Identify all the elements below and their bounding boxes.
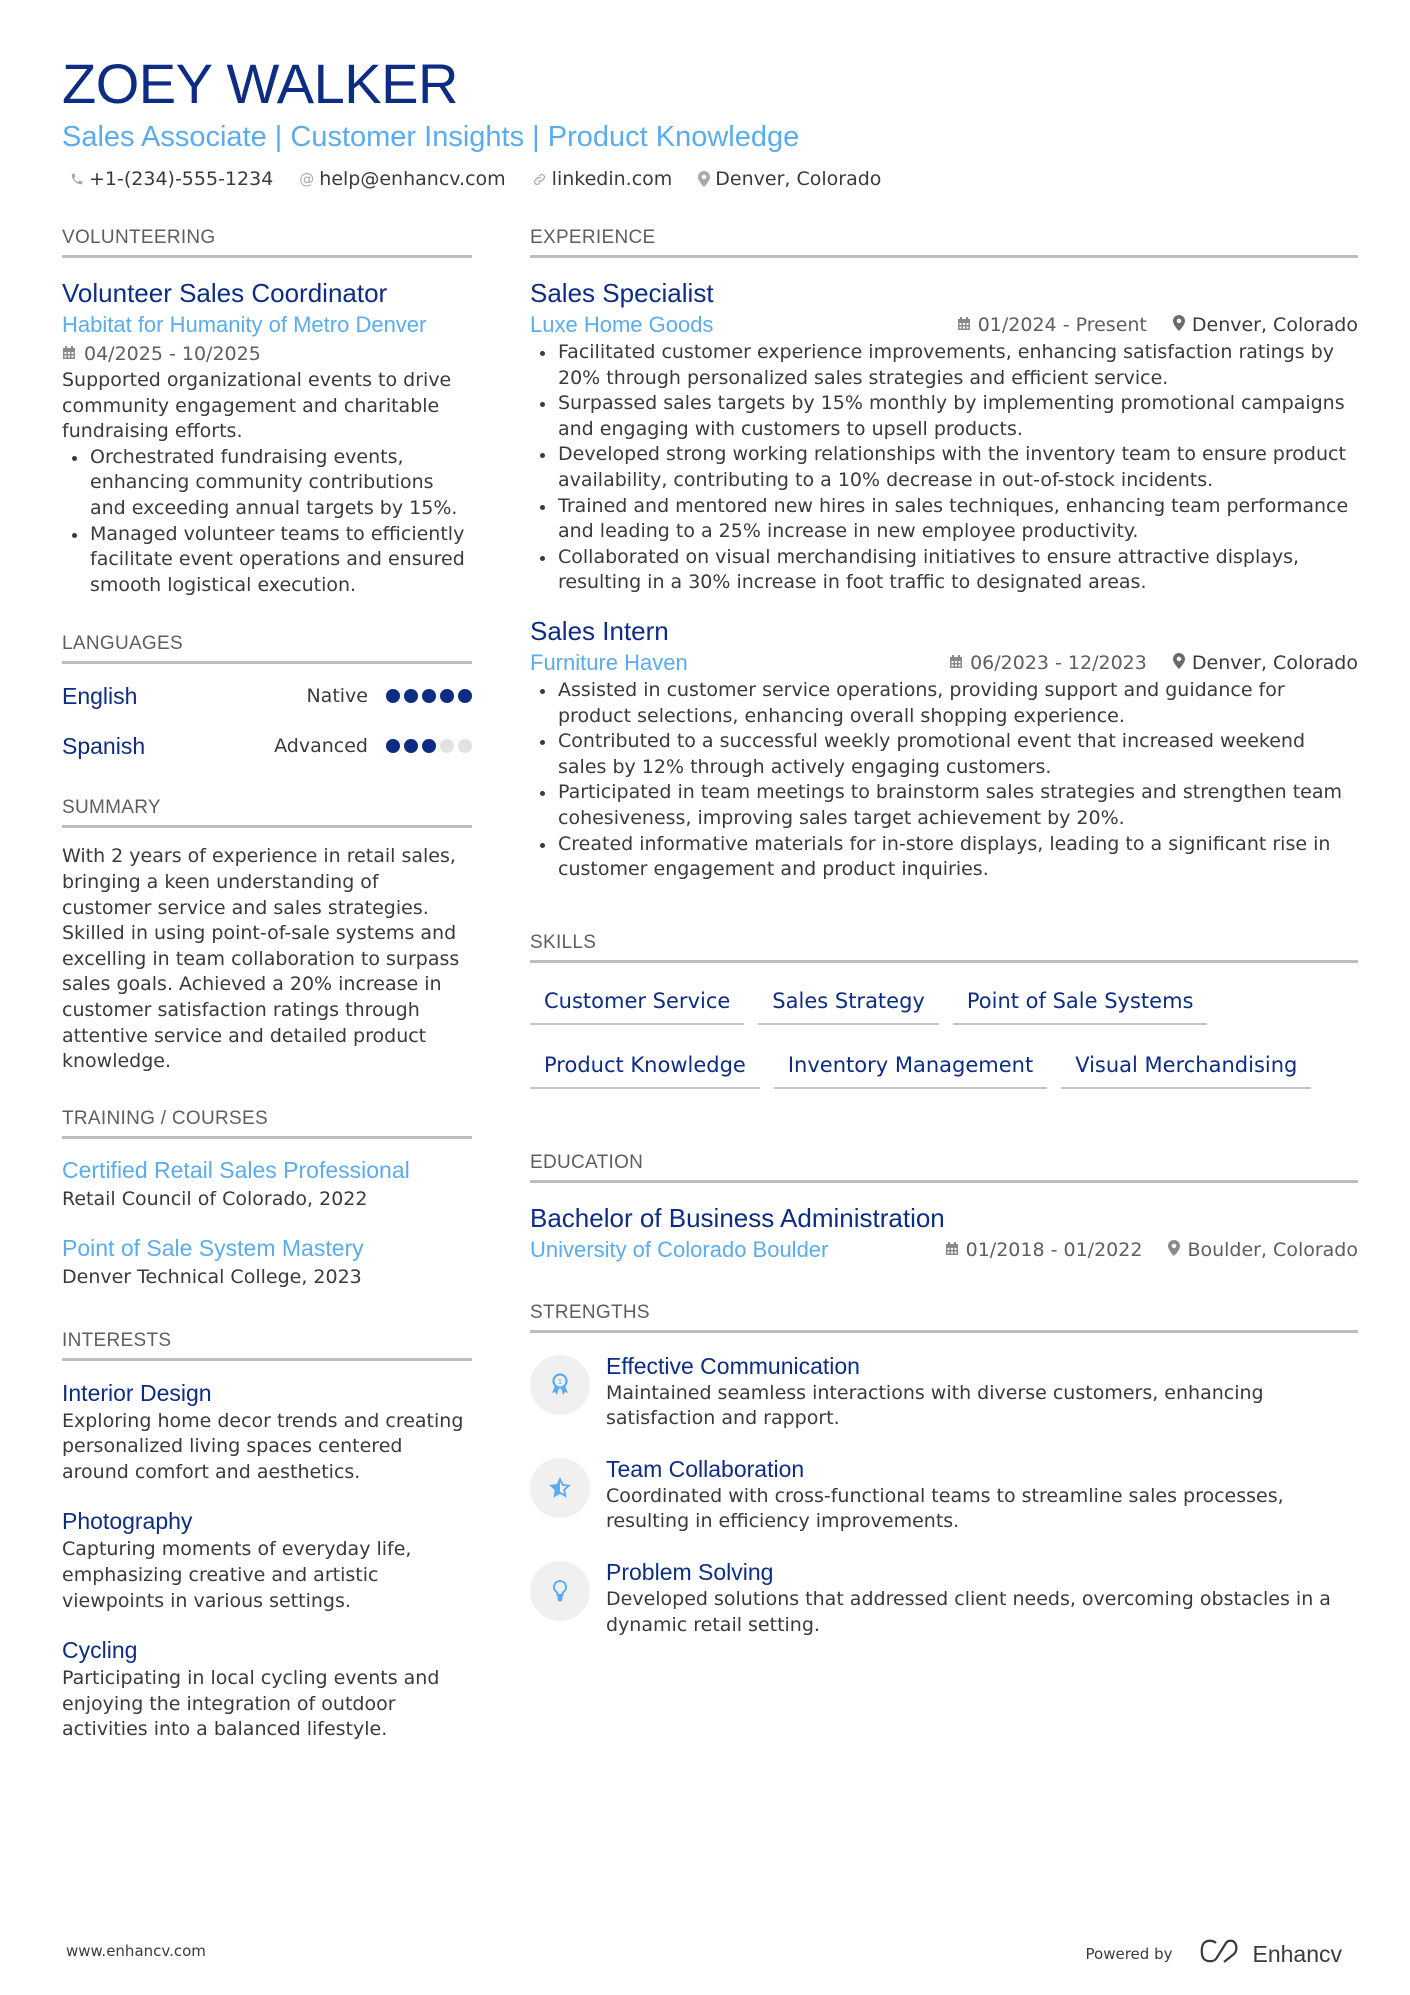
star-icon — [530, 1458, 590, 1518]
contact-phone — [70, 166, 273, 192]
job-title: Sales Intern — [530, 615, 669, 646]
award-ribbon-icon — [530, 1355, 590, 1415]
linkedin-link[interactable]: linkedin.com — [551, 168, 673, 190]
date-range: 04/2025 - 10/2025 — [84, 343, 261, 365]
section-title: VOLUNTEERING — [62, 226, 472, 258]
section-title: TRAINING / COURSES — [62, 1107, 472, 1139]
strength-title: Team Collaboration — [606, 1455, 805, 1482]
bullet-item: Managed volunteer teams to efficiently facilitate event operations and ensured smooth logistical execution. — [62, 522, 472, 599]
job-bullets — [530, 340, 1358, 596]
skill-tag: Product Knowledge — [530, 1047, 760, 1089]
bullet-item: Facilitated customer experience improvements, enhancing satisfaction ratings by 20% through personalized sales strategies and efficient service. — [530, 340, 1358, 391]
at-icon: @ — [299, 170, 315, 188]
brand-name: Enhancv — [1252, 1940, 1342, 1967]
job-location: Denver, Colorado — [1191, 651, 1358, 674]
dot-filled — [404, 739, 418, 753]
dot-empty — [440, 739, 454, 753]
job-dates: 01/2024 - Present — [977, 314, 1147, 336]
left-column — [62, 226, 472, 1781]
contact-list — [62, 166, 1352, 192]
dot-filled — [404, 689, 418, 703]
strength-title: Effective Communication — [606, 1352, 860, 1379]
volunteer-org: Habitat for Humanity of Metro Denver — [62, 312, 427, 337]
dot-empty — [458, 739, 472, 753]
languages-section — [62, 632, 472, 764]
bullet-item: Developed strong working relationships with the inventory team to ensure product availability, contributing to a 10% decrease in out-of-stock incidents. — [530, 442, 1358, 493]
language-item — [62, 728, 472, 764]
language-name: Spanish — [62, 732, 146, 759]
education-section — [530, 1151, 1358, 1265]
interest-text: Exploring home decor trends and creating personalized living spaces centered around comfort and aesthetics. — [62, 1409, 464, 1483]
language-item — [62, 678, 472, 714]
email-link[interactable]: help@enhancv.com — [319, 168, 506, 190]
interests-section — [62, 1329, 472, 1743]
calendar-icon — [62, 340, 76, 368]
location-pin-icon — [1173, 649, 1185, 677]
resume-header — [62, 52, 1352, 192]
enhancv-logo-icon — [1198, 1938, 1244, 1970]
strength-text: Coordinated with cross-functional teams to streamline sales processes, resulting in efficiency improvements. — [606, 1484, 1284, 1533]
link-icon — [532, 172, 547, 187]
website-link[interactable]: www.enhancv.com — [66, 1942, 206, 1960]
volunteer-description: Supported organizational events to drive community engagement and charitable fundraising efforts. — [62, 369, 452, 443]
interest-name: Photography — [62, 1508, 193, 1535]
bullet-item: Trained and mentored new hires in sales techniques, enhancing team performance and leading to a 25% increase in new employee productivity. — [530, 494, 1358, 545]
volunteering-section — [62, 226, 472, 598]
svg-text:1: 1 — [557, 1377, 563, 1386]
volunteer-bullets — [62, 445, 472, 599]
section-title: SKILLS — [530, 931, 1358, 963]
strength-item — [530, 1557, 1358, 1638]
education-location: Boulder, Colorado — [1187, 1238, 1358, 1261]
job-entry — [530, 276, 1358, 596]
section-title: EDUCATION — [530, 1151, 1358, 1183]
course-name: Certified Retail Sales Professional — [62, 1156, 410, 1183]
language-level: Native — [306, 685, 368, 708]
brand-logo[interactable] — [1198, 1938, 1342, 1970]
experience-section — [530, 226, 1358, 883]
volunteer-dates — [62, 340, 472, 368]
education-dates: 01/2018 - 01/2022 — [965, 1238, 1143, 1261]
course-name: Point of Sale System Mastery — [62, 1234, 364, 1261]
summary-text: With 2 years of experience in retail sales, bringing a keen understanding of customer service and sales strategies. Skilled in using point-of-sale systems and excelling in team collaboration to surpass sales goals. Achieved a 20% increase in customer satisfaction ratings through attentive service and detailed product knowledge. — [62, 845, 460, 1073]
bullet-item: Collaborated on visual merchandising initiatives to ensure attractive displays, resulting in a 30% increase in foot traffic to designated areas. — [530, 545, 1358, 596]
interest-name: Cycling — [62, 1637, 138, 1664]
volunteer-role: Volunteer Sales Coordinator — [62, 278, 388, 308]
candidate-name: ZOEY WALKER — [62, 52, 458, 115]
contact-location — [698, 166, 881, 192]
company-name: Luxe Home Goods — [530, 312, 714, 337]
bullet-item: Participated in team meetings to brainstorm sales strategies and strengthen team cohesiveness, improving sales target achievement by 20%. — [530, 780, 1358, 831]
school-name: University of Colorado Boulder — [530, 1236, 829, 1262]
job-entry — [530, 614, 1358, 883]
job-location: Denver, Colorado — [1191, 314, 1358, 336]
contact-linkedin — [532, 166, 673, 192]
calendar-icon — [945, 1236, 959, 1264]
location-text: Denver, Colorado — [715, 168, 882, 190]
location-pin-icon — [1168, 1236, 1180, 1264]
dot-filled — [422, 689, 436, 703]
summary-section — [62, 796, 472, 1074]
dot-filled — [422, 739, 436, 753]
section-title: EXPERIENCE — [530, 226, 1358, 258]
section-title: LANGUAGES — [62, 632, 472, 664]
bullet-item: Contributed to a successful weekly promotional event that increased weekend sales by 12% through actively engaging customers. — [530, 729, 1358, 780]
interest-text: Capturing moments of everyday life, emphasizing creative and artistic viewpoints in various settings. — [62, 1538, 412, 1612]
skill-tag: Visual Merchandising — [1061, 1047, 1311, 1089]
interest-name: Interior Design — [62, 1379, 212, 1406]
training-section — [62, 1107, 472, 1291]
dot-filled — [440, 689, 454, 703]
lightbulb-icon — [530, 1561, 590, 1621]
strength-text: Maintained seamless interactions with diverse customers, enhancing satisfaction and rapport. — [606, 1381, 1264, 1430]
powered-by-label: Powered by — [1085, 1945, 1173, 1963]
bullet-item: Surpassed sales targets by 15% monthly by implementing promotional campaigns and engaging with customers to upsell products. — [530, 391, 1358, 442]
bullet-item: Orchestrated fundraising events, enhancing community contributions and exceeding annual targets by 15%. — [62, 445, 472, 522]
headline: Sales Associate | Customer Insights | Product Knowledge — [62, 121, 800, 153]
skill-tag: Customer Service — [530, 983, 744, 1025]
right-column — [530, 226, 1358, 1676]
proficiency-dots — [386, 689, 472, 703]
company-name: Furniture Haven — [530, 649, 688, 675]
job-title: Sales Specialist — [530, 278, 714, 308]
strength-title: Problem Solving — [606, 1559, 774, 1586]
dot-filled — [386, 739, 400, 753]
proficiency-dots — [386, 739, 472, 753]
job-bullets — [530, 678, 1358, 883]
strengths-section — [530, 1301, 1358, 1639]
interest-text: Participating in local cycling events and enjoying the integration of outdoor activities into a balanced lifestyle. — [62, 1667, 440, 1741]
skills-section — [530, 931, 1358, 1089]
dot-filled — [386, 689, 400, 703]
language-name: English — [62, 682, 138, 709]
skill-tag: Sales Strategy — [758, 983, 939, 1025]
calendar-icon — [949, 649, 963, 677]
location-pin-icon — [698, 171, 710, 187]
location-pin-icon — [1173, 311, 1185, 339]
strength-text: Developed solutions that addressed client needs, overcoming obstacles in a dynamic retail setting. — [606, 1588, 1331, 1636]
skill-tag: Inventory Management — [774, 1047, 1047, 1089]
job-dates: 06/2023 - 12/2023 — [970, 651, 1147, 674]
degree: Bachelor of Business Administration — [530, 1202, 945, 1233]
bullet-item: Created informative materials for in-store displays, leading to a significant rise in customer engagement and product inquiries. — [530, 832, 1358, 883]
phone-text[interactable]: +1-(234)-555-1234 — [89, 168, 274, 190]
skill-tags — [530, 983, 1358, 1089]
page-footer — [0, 1938, 1410, 1968]
strength-item — [530, 1454, 1358, 1535]
skill-tag: Point of Sale Systems — [953, 983, 1208, 1025]
section-title: STRENGTHS — [530, 1301, 1358, 1333]
strength-item — [530, 1351, 1358, 1432]
dot-filled — [458, 689, 472, 703]
phone-icon — [70, 172, 84, 186]
language-level: Advanced — [274, 735, 368, 758]
bullet-item: Assisted in customer service operations, providing support and guidance for product selections, enhancing overall shopping experience. — [530, 678, 1358, 729]
contact-email — [299, 166, 505, 192]
course-detail: Retail Council of Colorado, 2022 — [62, 1187, 368, 1210]
calendar-icon — [957, 311, 971, 339]
section-title: INTERESTS — [62, 1329, 472, 1361]
course-detail: Denver Technical College, 2023 — [62, 1265, 362, 1288]
section-title: SUMMARY — [62, 796, 472, 828]
